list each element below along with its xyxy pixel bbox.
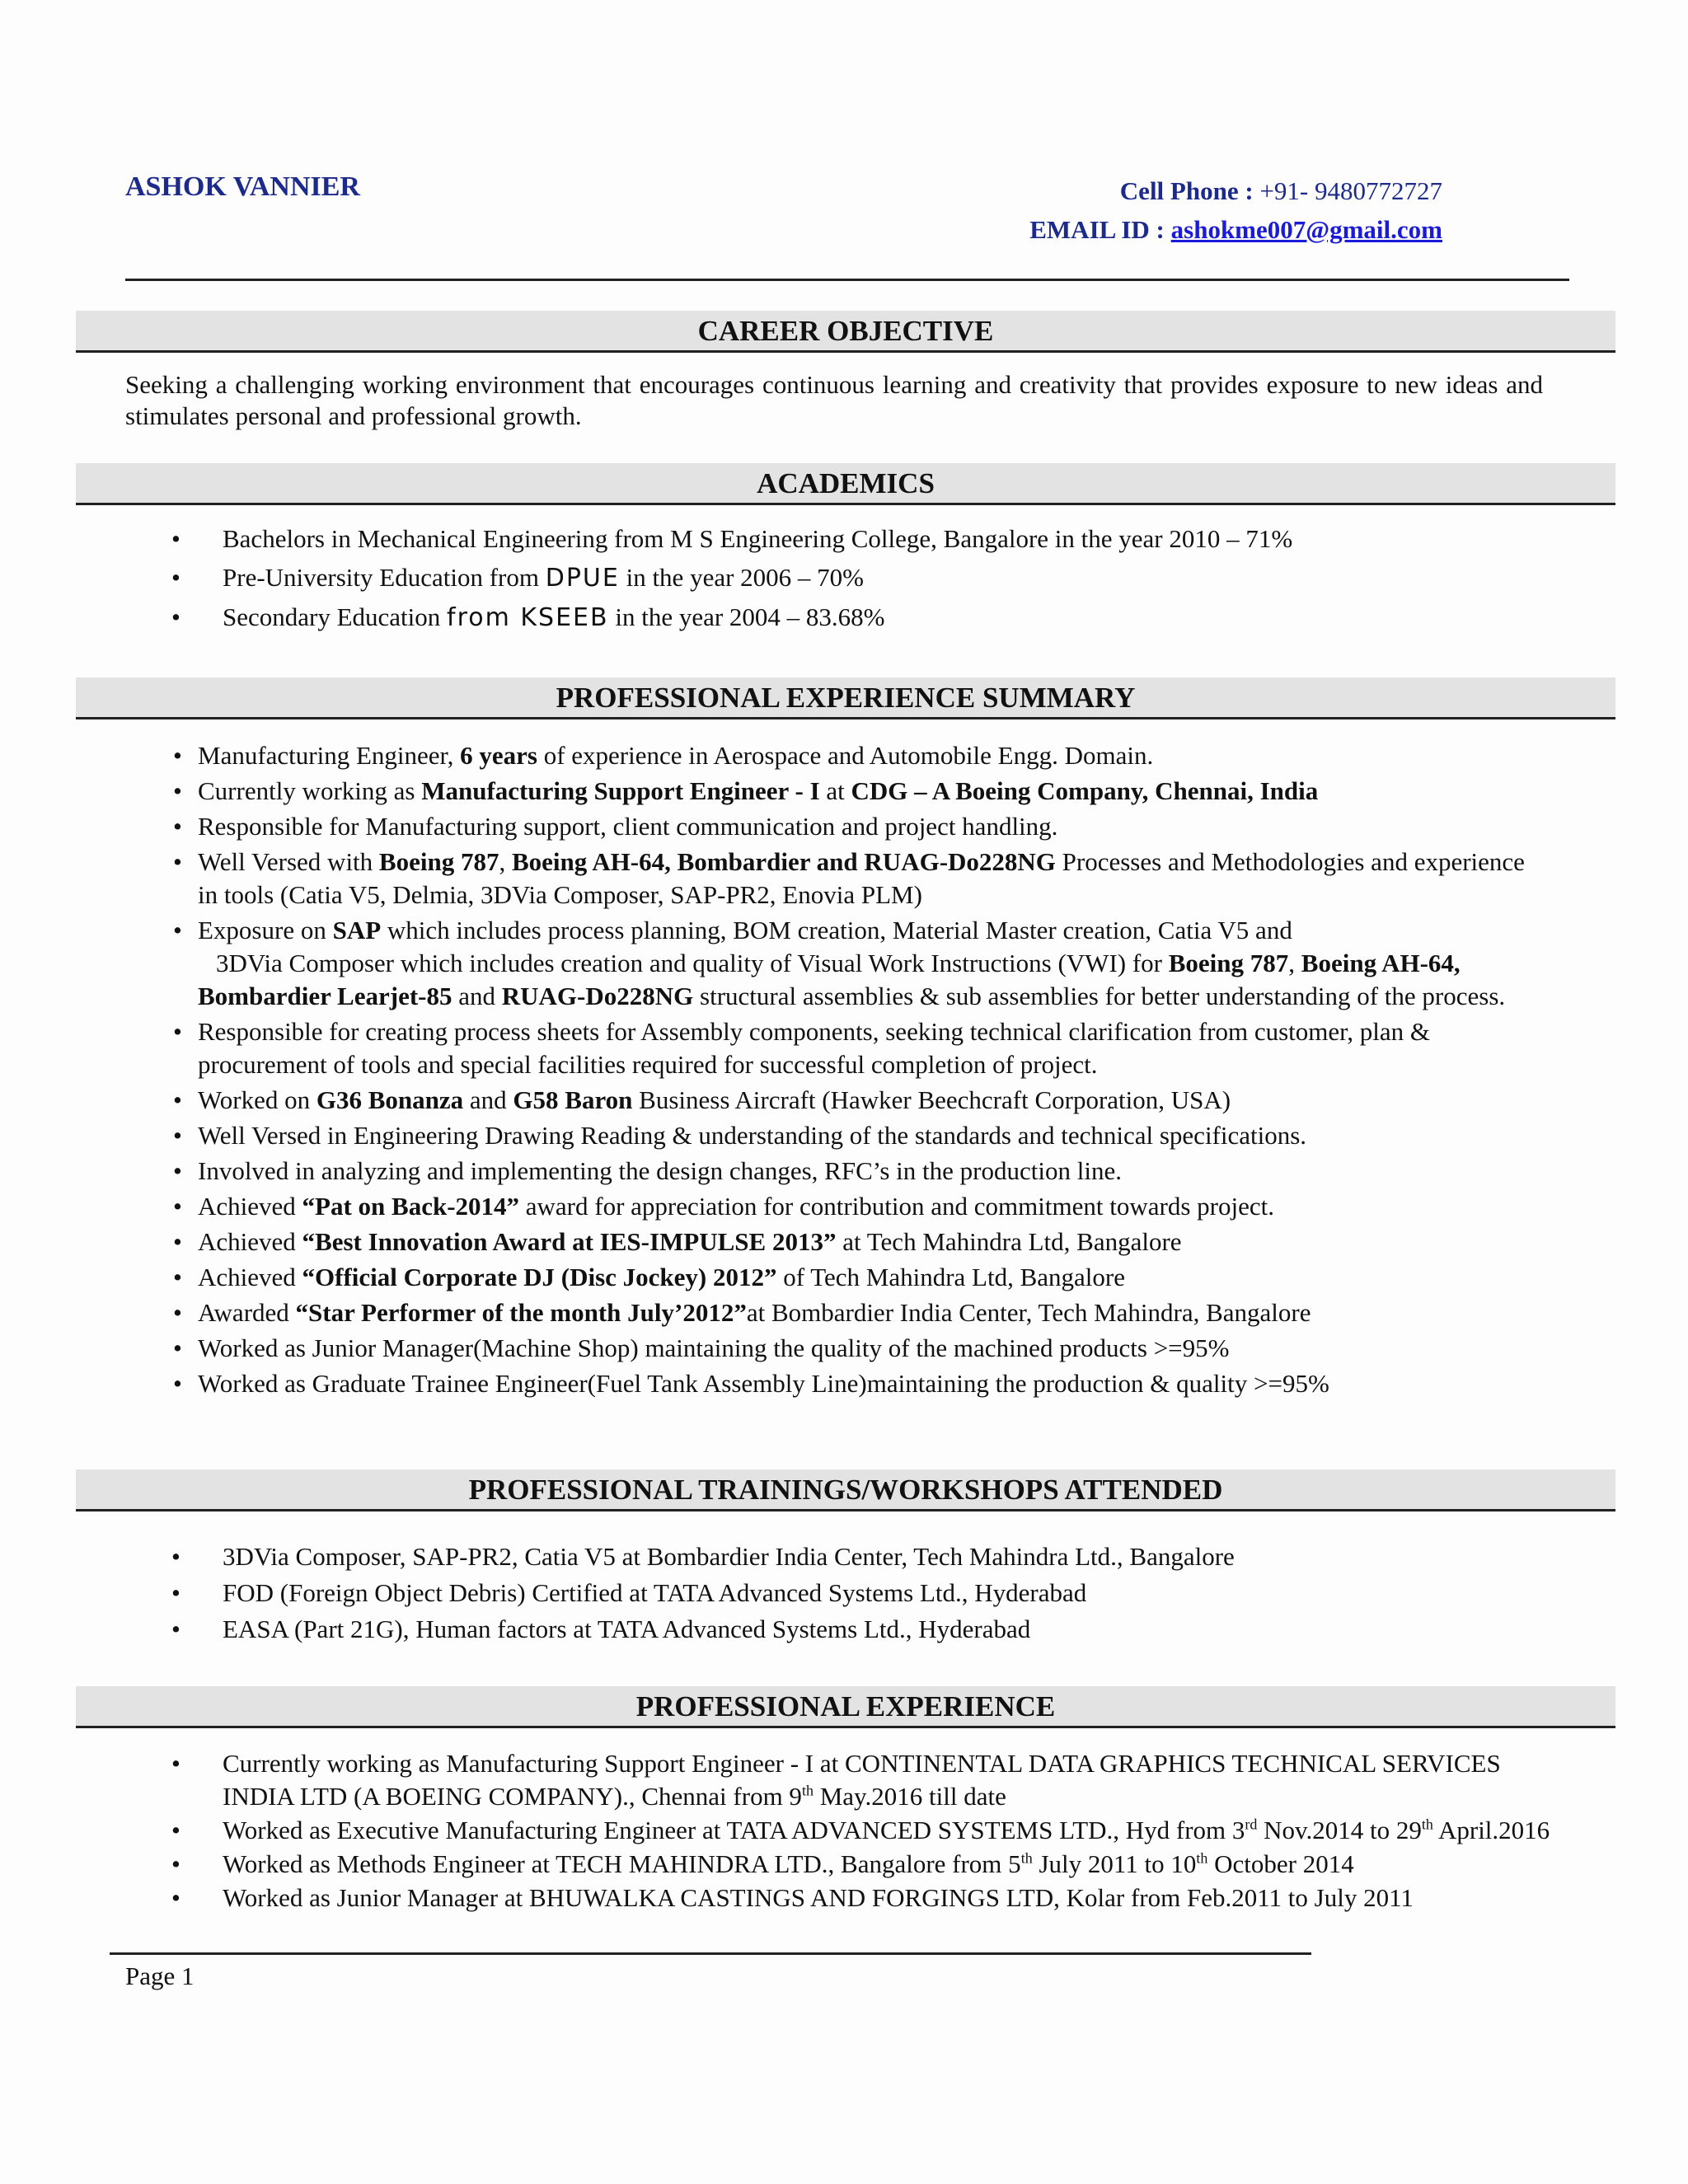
list-item: • Responsible for Manufacturing support, client communication and project handling. <box>125 810 1543 843</box>
phone-separator: : <box>1238 176 1260 205</box>
list-item: • Secondary Education from KSEEB in the year 2004 – 83.68% <box>125 599 1576 636</box>
section-header-experience: PROFESSIONAL EXPERIENCE <box>76 1686 1615 1728</box>
candidate-name: ASHOK VANNIER <box>125 171 360 202</box>
email-link[interactable]: ashokme007@gmail.com <box>1170 215 1442 244</box>
experience-list <box>125 1747 1559 1915</box>
list-item: • 3DVia Composer, SAP-PR2, Catia V5 at Bombardier India Center, Tech Mahindra Ltd., Bangalore <box>125 1539 1576 1575</box>
academics-list <box>125 521 1576 636</box>
list-item: • Worked as Methods Engineer at TECH MAHINDRA LTD., Bangalore from 5th July 2011 to 10th October 2014 <box>125 1848 1559 1881</box>
list-item: • Worked on G36 Bonanza and G58 Baron Business Aircraft (Hawker Beechcraft Corporation, USA) <box>125 1084 1543 1117</box>
trainings-list <box>125 1539 1576 1647</box>
contact-block <box>981 171 1442 249</box>
list-item: • Achieved “Best Innovation Award at IES-IMPULSE 2013” at Tech Mahindra Ltd, Bangalore <box>125 1226 1543 1258</box>
email-label: EMAIL ID : <box>1029 215 1171 244</box>
list-item: • Well Versed with Boeing 787, Boeing AH-64, Bombardier and RUAG-Do228NG Processes and Methodologies and experience in tools (Catia V5, Delmia, 3DVia Composer, SAP-PR2, Enovia PLM) <box>125 846 1543 912</box>
list-item: • Worked as Graduate Trainee Engineer(Fuel Tank Assembly Line)maintaining the production & quality >=95% <box>125 1367 1543 1400</box>
footer-divider <box>110 1952 1311 1955</box>
phone-line <box>981 171 1442 210</box>
list-item: • Well Versed in Engineering Drawing Reading & understanding of the standards and technical specifications. <box>125 1119 1543 1152</box>
list-item: • Exposure on SAP which includes process planning, BOM creation, Material Master creation, Catia V5 and 3DVia Composer which includes creation and quality of Visual Work Instructions (VWI) for Boeing 787, Boeing AH-64, Bombardier Learjet-85 and RUAG-Do228NG structural assemblies & sub assemblies for better understanding of the process. <box>125 914 1543 1013</box>
phone-label: Cell Phone <box>1119 176 1239 205</box>
career-objective-text: Seeking a challenging working environment that encourages continuous learning and creativity that provides exposure to new ideas and stimulates personal and professional growth. <box>125 370 1543 430</box>
list-item: • Worked as Junior Manager at BHUWALKA CASTINGS AND FORGINGS LTD, Kolar from Feb.2011 to July 2011 <box>125 1882 1559 1915</box>
list-item: • Achieved “Pat on Back-2014” award for appreciation for contribution and commitment towards project. <box>125 1190 1543 1223</box>
list-item: • Manufacturing Engineer, 6 years of experience in Aerospace and Automobile Engg. Domain. <box>125 739 1543 772</box>
list-item: • Pre-University Education from DPUE in the year 2006 – 70% <box>125 560 1576 597</box>
email-line <box>981 210 1442 249</box>
section-header-academics: ACADEMICS <box>76 463 1615 505</box>
experience-summary-list <box>125 739 1543 1403</box>
list-item: • Achieved “Official Corporate DJ (Disc Jockey) 2012” of Tech Mahindra Ltd, Bangalore <box>125 1261 1543 1294</box>
phone-number: +91- 9480772727 <box>1259 176 1442 205</box>
list-item: • Involved in analyzing and implementing the design changes, RFC’s in the production line. <box>125 1155 1543 1188</box>
section-header-trainings: PROFESSIONAL TRAININGS/WORKSHOPS ATTENDED <box>76 1469 1615 1511</box>
list-item: • Currently working as Manufacturing Support Engineer - I at CONTINENTAL DATA GRAPHICS TECHNICAL SERVICES INDIA LTD (A BOEING COMPANY)., Chennai from 9th May.2016 till date <box>125 1747 1559 1813</box>
header-divider <box>125 279 1569 281</box>
section-header-career-objective: CAREER OBJECTIVE <box>76 311 1615 353</box>
list-item: • Bachelors in Mechanical Engineering from M S Engineering College, Bangalore in the year 2010 – 71% <box>125 521 1576 557</box>
list-item: • Responsible for creating process sheets for Assembly components, seeking technical clarification from customer, plan & procurement of tools and special facilities required for successful completion of project. <box>125 1015 1543 1081</box>
list-item: • Awarded “Star Performer of the month July’2012”at Bombardier India Center, Tech Mahindra, Bangalore <box>125 1296 1543 1329</box>
list-item: • Currently working as Manufacturing Support Engineer - I at CDG – A Boeing Company, Chennai, India <box>125 775 1543 808</box>
list-item: • Worked as Executive Manufacturing Engineer at TATA ADVANCED SYSTEMS LTD., Hyd from 3rd Nov.2014 to 29th April.2016 <box>125 1814 1559 1847</box>
section-header-experience-summary: PROFESSIONAL EXPERIENCE SUMMARY <box>76 677 1615 719</box>
page-number: Page 1 <box>125 1961 195 1990</box>
list-item: • Worked as Junior Manager(Machine Shop) maintaining the quality of the machined products >=95% <box>125 1332 1543 1365</box>
list-item: • FOD (Foreign Object Debris) Certified at TATA Advanced Systems Ltd., Hyderabad <box>125 1575 1576 1611</box>
list-item: • EASA (Part 21G), Human factors at TATA Advanced Systems Ltd., Hyderabad <box>125 1611 1576 1647</box>
